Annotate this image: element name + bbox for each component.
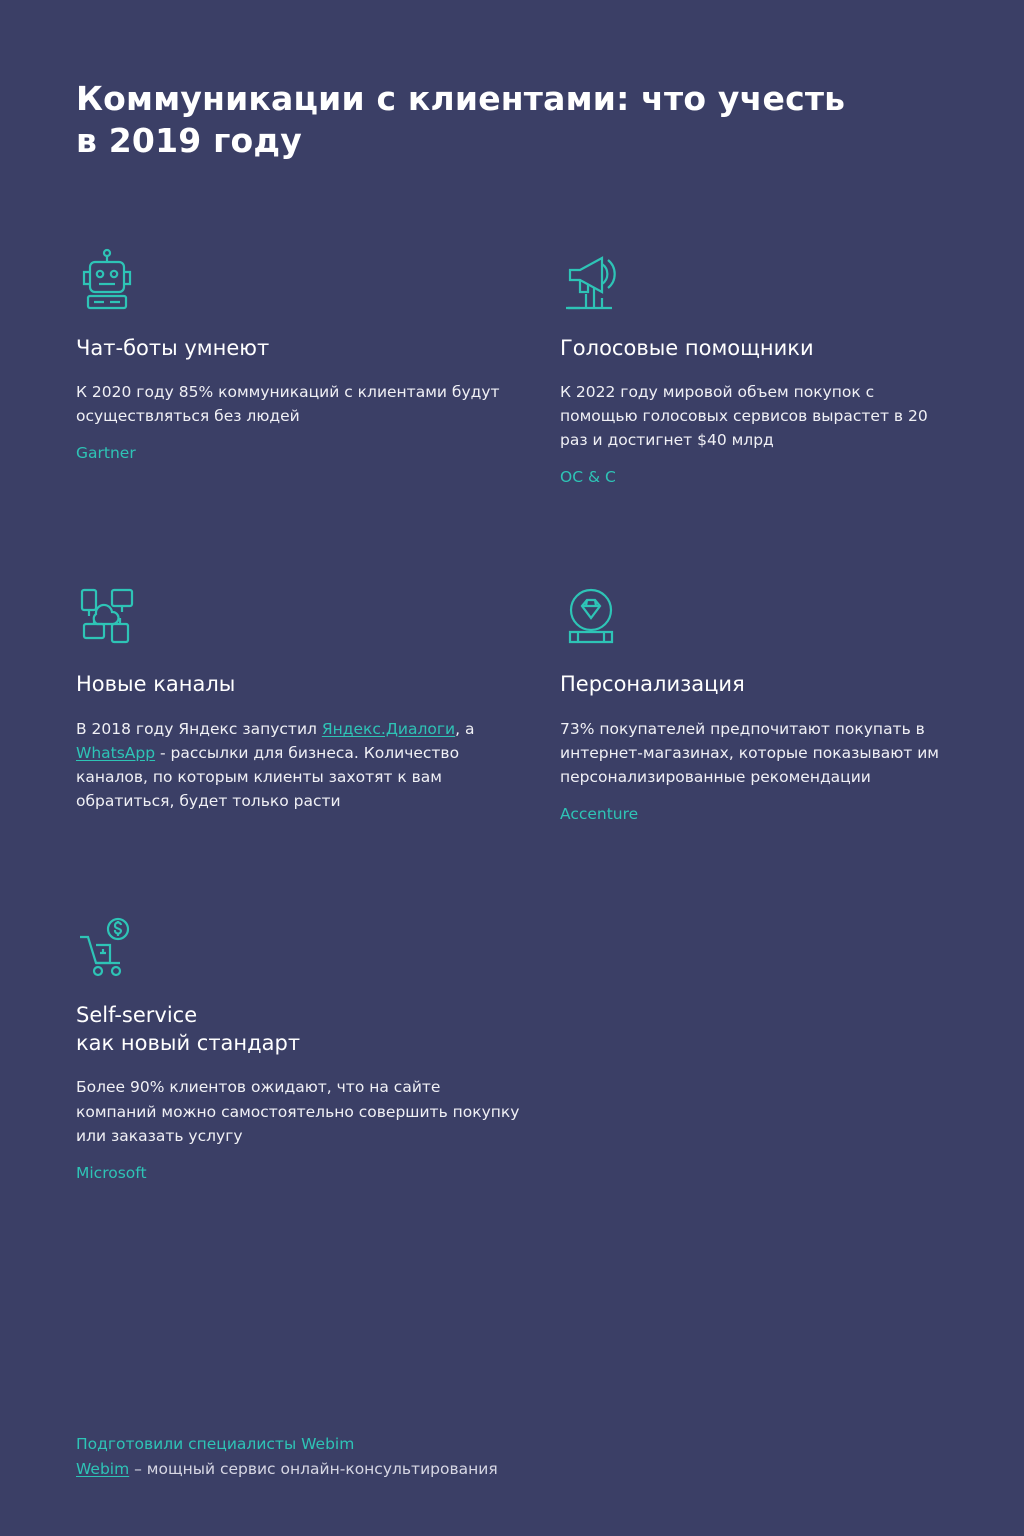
card-title: Новые каналы bbox=[76, 672, 236, 697]
card-chat-bots bbox=[76, 248, 560, 486]
footer-line-1: Подготовили специалисты Webim bbox=[76, 1435, 355, 1454]
shopping-cart-money-icon bbox=[76, 915, 520, 995]
card-new-channels bbox=[76, 584, 560, 828]
cards-row-2 bbox=[76, 584, 956, 828]
card-body: 73% покупателей предпочитают покупать в интернет-магазинах, которые показывают им персонализированные рекомендации bbox=[560, 719, 939, 786]
megaphone-icon bbox=[560, 248, 956, 328]
channels-network-icon bbox=[76, 584, 520, 664]
yandex-dialogs-link[interactable]: Яндекс.Диалоги bbox=[321, 719, 456, 738]
card-source: Microsoft bbox=[76, 1163, 147, 1182]
card-source: Accenture bbox=[560, 804, 639, 823]
footer bbox=[76, 1432, 498, 1482]
cards-row-3 bbox=[76, 915, 956, 1182]
whatsapp-link[interactable]: WhatsApp bbox=[76, 743, 156, 762]
chat-bot-icon bbox=[76, 248, 520, 328]
card-title: Голосовые помощники bbox=[560, 336, 814, 360]
card-title-line1: Self-service bbox=[76, 1002, 198, 1027]
cards-grid bbox=[76, 248, 956, 1182]
cards-row-1 bbox=[76, 248, 956, 486]
webim-link[interactable]: Webim bbox=[76, 1460, 130, 1479]
body-text-part1: В 2018 году Яндекс запустил bbox=[76, 719, 322, 738]
body-text-part3: - рассылки для бизнеса. Количество каналов, по которым клиенты захотят к вам обратиться, будет только расти bbox=[76, 743, 460, 810]
card-title: Персонализация bbox=[560, 672, 745, 697]
row-spacer bbox=[76, 829, 956, 915]
page-title: Коммуникации с клиентами: что учесть в 2019 году bbox=[76, 79, 846, 161]
card-empty-slot bbox=[560, 915, 956, 1182]
card-body bbox=[76, 717, 520, 813]
card-personalization bbox=[560, 584, 956, 828]
card-self-service bbox=[76, 915, 560, 1182]
card-source: OC & C bbox=[560, 468, 616, 487]
card-voice-assistants bbox=[560, 248, 956, 486]
row-spacer bbox=[76, 486, 956, 584]
body-text-part2: , а bbox=[455, 719, 475, 738]
diamond-badge-icon bbox=[560, 584, 956, 664]
card-body: Более 90% клиентов ожидают, что на сайте компаний можно самостоятельно совершить покупку или заказать услугу bbox=[76, 1078, 520, 1145]
card-title bbox=[76, 1001, 520, 1058]
card-source: Gartner bbox=[76, 444, 136, 463]
footer-line-2-text: – мощный сервис онлайн-консультирования bbox=[129, 1460, 498, 1479]
card-body: К 2022 году мировой объем покупок с помощью голосовых сервисов вырастет в 20 раз и достигнет $40 млрд bbox=[560, 383, 928, 450]
card-title-line2: как новый стандарт bbox=[76, 1031, 301, 1056]
card-title: Чат-боты умнеют bbox=[76, 336, 270, 360]
footer-line-2 bbox=[76, 1457, 498, 1482]
card-body: К 2020 году 85% коммуникаций с клиентами будут осуществляться без людей bbox=[76, 383, 500, 426]
